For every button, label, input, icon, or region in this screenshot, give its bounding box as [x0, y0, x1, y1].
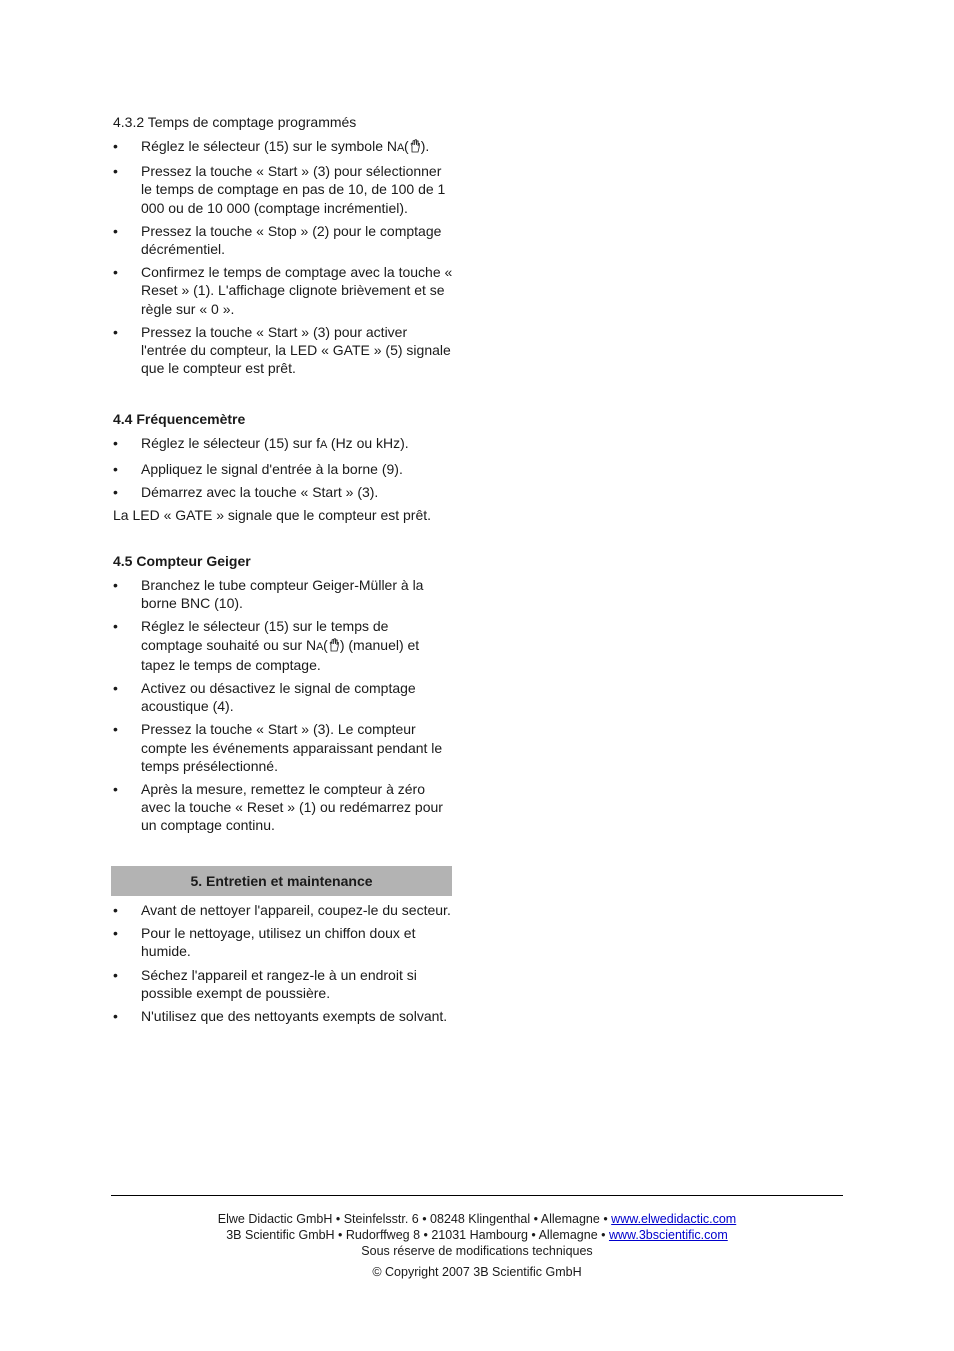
list-item: • Activez ou désactivez le signal de comptage acoustique (4). — [113, 680, 416, 715]
list-item: • Pressez la touche « Stop » (2) pour le comptage décrémentiel. — [113, 222, 442, 258]
3bscientific-link[interactable]: www.3bscientific.com — [608, 1228, 728, 1242]
list-item: • Séchez l'appareil et rangez-le à un endroit si possible exempt de poussière. — [113, 966, 417, 1001]
list-item: • Avant de nettoyer l'appareil, coupez-le du secteur. — [113, 902, 451, 918]
footer-line-3: Sous réserve de modifications techniques — [361, 1244, 593, 1258]
list-item: • Réglez le sélecteur (15) sur le symbole NA( ). — [113, 138, 430, 154]
section-4-5-title: 4.5 Compteur Geiger — [113, 553, 251, 570]
footer-line-1: Elwe Didactic GmbH • Steinfelsstr. 6 • 08248 Klingenthal • Allemagne • www.elwedidactic.com — [217, 1212, 737, 1226]
list-item: • Réglez le sélecteur (15) sur fA (Hz ou kHz). — [113, 435, 409, 452]
footer-divider — [111, 1195, 843, 1196]
section-4-3-2-list — [113, 137, 453, 377]
footer-copyright: © Copyright 2007 3B Scientific GmbH — [372, 1265, 582, 1279]
hand-icon — [409, 139, 421, 153]
left-column — [113, 113, 453, 840]
list-item: • N'utilisez que des nettoyants exempts de solvant. — [113, 1008, 448, 1025]
list-item: • Réglez le sélecteur (15) sur le temps de comptage souhaité ou sur NA( ) (manuel) et tapez le temps de comptage. — [113, 618, 420, 673]
section-4-4-title: 4.4 Fréquencemètre — [113, 411, 246, 428]
section-5-body — [113, 901, 453, 1030]
list-item: • Après la mesure, remettez le compteur à zéro avec la touche « Reset » (1) ou redémarrez pour un comptage continu. — [113, 781, 443, 834]
list-item: • Appliquez le signal d'entrée à la borne (9). — [113, 460, 403, 477]
section-4-4-list — [113, 434, 453, 501]
list-item: • Confirmez le temps de comptage avec la touche « Reset » (1). L'affichage clignote brièvement et se règle sur « 0 ». — [113, 264, 453, 317]
list-item: • Pressez la touche « Start » (3) pour sélectionner le temps de comptage en pas de 10, de 100 de 1 000 ou de 10 000 (comptage incrémentiel). — [113, 163, 446, 216]
section-4-4-note: La LED « GATE » signale que le compteur est prêt. — [113, 507, 432, 524]
list-item: • Pressez la touche « Start » (3) pour activer l'entrée du compteur, la LED « GATE » (5) signale que le compteur est prêt. — [113, 323, 451, 377]
list-item: • Pressez la touche « Start » (3). Le compteur compte les événements apparaissant pendant le temps présélectionné. — [113, 721, 443, 774]
list-item: • Branchez le tube compteur Geiger-Müller à la borne BNC (10). — [113, 577, 424, 612]
section-4-3-2-title: 4.3.2 Temps de comptage programmés — [113, 114, 357, 130]
section-4-5-list — [113, 576, 453, 835]
bullet: • — [113, 138, 118, 154]
section-5-list — [113, 901, 453, 1025]
footer-line-2: 3B Scientific GmbH • Rudorffweg 8 • 21031 Hambourg • Allemagne • www.3bscientific.com — [226, 1228, 728, 1242]
hand-icon — [328, 638, 340, 652]
section-5-title: 5. Entretien et maintenance — [190, 873, 373, 889]
section-5-header — [111, 866, 452, 896]
list-item: • Démarrez avec la touche « Start » (3). — [113, 483, 379, 500]
elwedidactic-link[interactable]: www.elwedidactic.com — [611, 1212, 737, 1226]
list-item: • Pour le nettoyage, utilisez un chiffon doux et humide. — [113, 925, 416, 960]
